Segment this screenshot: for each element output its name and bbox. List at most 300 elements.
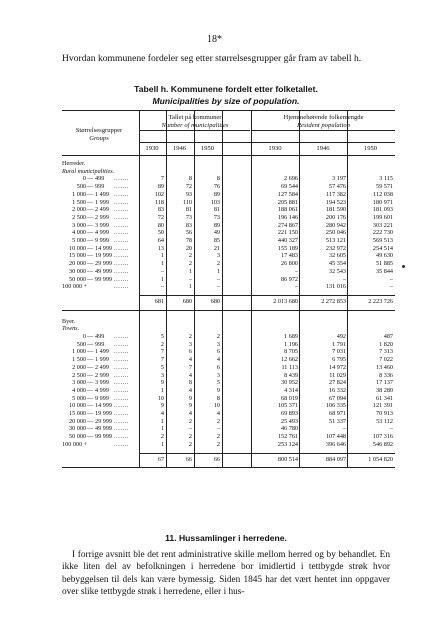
table-cell: 70 913 [375,410,393,417]
group-dash: — [87,267,94,275]
leader-dots: ....... [114,206,130,214]
leader-dots: ....... [114,340,130,348]
group-to: 14 999 [95,402,113,410]
group-from: 10 000 [68,244,86,252]
table-cell: 112 038 [373,190,393,198]
table-cell: 56 [185,229,192,237]
group-to: 1 499 [95,348,109,356]
column-rule [222,110,223,467]
group-dash: — [87,260,94,268]
table-cell: 2 [188,433,192,441]
table-cell: 5 [160,333,164,340]
leader-dots: ....... [114,333,130,340]
table-cell: 83 [185,221,192,229]
table-cell: 7 022 [379,356,393,364]
table-cell: 102 [154,190,164,198]
table-cell: 9 [160,379,164,387]
table-cell: 196 146 [277,213,298,221]
leader-dots: ....... [114,229,130,237]
group-from: 5 000 [72,237,86,244]
table-cell: – [342,275,346,283]
table-cell: 513 121 [325,237,346,244]
table-cell: 2 [216,260,220,268]
table-cell: 12 662 [280,356,298,364]
group-dash: — [87,402,94,410]
table-cell: 73 [185,213,192,221]
table-cell: 8 [188,175,192,183]
group-dash: — [87,221,94,229]
table-cell: 194 523 [325,198,346,206]
header-kommuner-en: Number of municipalities [161,122,229,129]
leader-dots: ....... [114,433,130,441]
table-cell: 17 483 [280,252,298,260]
intro-paragraph: Hvordan kommunene fordeler seg etter størrelsesgrupper går fram av tabell h. [62,53,362,64]
section-bottom-rule [62,467,395,468]
column-rule [299,110,300,467]
leader-dots: ....... [114,198,130,206]
table-cell: 5 [216,379,220,387]
leader-dots: ....... [114,371,130,379]
group-from: 1 500 [72,356,86,364]
table-cell: 7 313 [379,348,393,356]
section-bottom-rule [62,310,395,311]
year-header-1930: 1930 [268,145,282,152]
table-cell: 89 [213,221,220,229]
group-dash: — [87,363,94,371]
leader-dots: ....... [114,440,130,448]
margin-dot [402,265,405,268]
table-cell: 32 605 [328,252,346,260]
section-heading: 11. Hussamlinger i herredene. [165,533,287,543]
table-cell: 9 [160,402,164,410]
table-cell: – [160,267,164,275]
group-from: 1 000 [72,348,86,356]
table-cell: 85 [213,237,220,244]
group-to: 3 999 [95,379,109,387]
table-cell: – [188,275,192,283]
group-dash: — [87,275,94,283]
table-cell: 68 019 [280,394,298,402]
table-top-rule [62,110,395,111]
leader-dots: ....... [114,190,130,198]
group-from: 20 000 [68,260,86,268]
table-cell: 16 332 [328,386,346,394]
table-cell: 2 [216,333,220,340]
table-cell: 199 601 [372,213,393,221]
table-cell: 11 113 [281,363,298,371]
table-cell: 1 [160,417,164,425]
table-cell: – [188,425,192,433]
table-cell: 89 [157,183,164,191]
leader-dots: ....... [114,267,130,275]
table-cell: 57 476 [328,183,346,191]
leader-dots: ....... [114,379,130,387]
group-to: 999 [95,183,105,191]
section-title-en: Towns. [62,325,80,333]
leader-dots: ....... [114,386,130,394]
table-cell: 59 571 [375,183,393,191]
group-label: 100 000 + [62,440,88,448]
table-cell: 1 791 [332,340,346,348]
group-to: 9 999 [95,237,109,244]
table-cell: 14 972 [328,363,346,371]
table-cell: – [216,275,220,283]
header-folkemengde: Hjemmehørende folkemengde [283,114,364,121]
group-dash: — [87,213,94,221]
table-cell: 72 [157,213,164,221]
group-dash: — [87,433,94,441]
header-subrule [140,130,250,131]
table-cell: 69 544 [280,183,298,191]
table-cell: 8 [216,175,220,183]
year-header-1950: 1950 [363,145,378,152]
section-title: Herreder. [62,160,86,167]
table-cell: – [389,283,393,291]
group-dash: — [87,244,94,252]
table-cell: 280 942 [325,221,346,229]
table-cell: 73 [213,213,220,221]
table-cell: 152 761 [277,433,298,441]
group-to: 19 999 [95,252,113,260]
table-cell: 2 696 [284,175,298,183]
group-to: 49 999 [95,425,113,433]
leader-dots: ....... [114,213,130,221]
table-cell: 7 [160,175,164,183]
year-header-1950: 1950 [200,145,215,152]
group-dash: — [87,175,94,183]
group-dash: — [87,237,94,244]
group-to: 99 999 [95,275,113,283]
leader-dots: ....... [114,348,130,356]
group-from: 0 [82,333,86,340]
leader-dots: ....... [114,425,130,433]
table-cell: 8 [188,379,192,387]
table-cell: 4 [188,356,192,364]
table-cell: 254 514 [372,244,393,252]
group-from: 50 000 [68,433,86,441]
table-cell: 38 280 [375,386,393,394]
table-cell: 83 [157,206,164,214]
group-from: 5 000 [72,394,86,402]
table-cell: 86 972 [280,275,298,283]
table-cell: 127 584 [277,190,298,198]
table-cell: 1 196 [284,340,298,348]
table-cell: 2 [188,260,192,268]
group-to: 3 999 [95,221,109,229]
table-cell: 103 [210,198,220,206]
table-cell: 53 112 [376,417,393,425]
table-cell: 2 [216,440,220,448]
table-cell: 274 867 [277,221,298,229]
table-cell: 81 [213,206,220,214]
table-cell: – [389,425,393,433]
group-to: 1 999 [95,198,109,206]
table-cell: 8 [216,394,220,402]
group-to: 4 999 [95,229,109,237]
group-from: 3 000 [72,221,86,229]
section-title-en: Rural municipalities. [62,167,115,175]
table-cell: 3 [216,371,220,379]
group-from: 30 000 [68,267,86,275]
group-from: 3 000 [72,379,86,387]
table-cell: 7 [188,363,192,371]
table-cell: 32 543 [328,267,346,275]
leader-dots: ....... [114,260,130,268]
table-cell: 250 046 [325,229,346,237]
table-cell: 8 336 [379,371,393,379]
table-title-block [62,84,390,107]
group-to: 4 999 [95,386,109,394]
table-cell: 51 337 [328,417,346,425]
leader-dots: ....... [114,183,130,191]
group-dash: — [87,417,94,425]
table-cell: 76 [213,183,220,191]
group-dash: — [87,379,94,387]
table-cell: 30 952 [280,379,298,387]
table-cell: 110 [182,198,192,206]
total-cell: 67 [157,455,164,463]
table-cell: 117 382 [326,190,346,198]
table-cell: 9 [188,394,192,402]
table-cell: 1 [160,275,164,283]
table-cell: 13 460 [375,363,393,371]
table-cell: 2 [160,340,164,348]
table-cell: 9 [188,402,192,410]
group-to: 9 999 [95,394,109,402]
group-dash: — [87,198,94,206]
table-cell: 69 893 [280,410,298,417]
table-cell: 2 [216,433,220,441]
table-cell: – [294,267,298,275]
table-cell: 546 892 [372,440,393,448]
total-cell: 2 223 726 [368,297,393,305]
column-rule [251,110,252,467]
group-to: 1 499 [95,190,109,198]
table-cell: 7 [160,356,164,364]
table-cell: 10 [213,402,220,410]
table-cell: 121 391 [372,402,393,410]
table-cell: 45 354 [328,260,346,268]
year-header-1930: 1930 [145,145,159,152]
table-cell: 2 [188,333,192,340]
table-cell: 46 780 [280,425,298,433]
table-cell: 155 189 [277,244,298,252]
table-cell: 20 [185,244,192,252]
table-cell: 78 [185,237,192,244]
table-cell: 3 115 [379,175,393,183]
group-from: 15 000 [68,410,86,417]
leader-dots: ....... [114,410,130,417]
table-cell: 50 [157,229,164,237]
group-dash: — [87,410,94,417]
table-cell: 51 885 [375,260,393,268]
group-from: 0 [82,175,86,183]
group-dash: — [87,356,94,364]
column-rule [194,110,195,467]
group-from: 4 000 [72,386,86,394]
group-to: 99 999 [95,433,113,441]
table-cell: 2 [188,417,192,425]
column-rule [166,110,167,467]
group-dash: — [87,229,94,237]
table-cell: 80 [157,221,164,229]
table-cell: 1 [160,252,164,260]
total-cell: 680 [210,297,220,305]
leader-dots: ....... [114,394,130,402]
table-cell: 222 730 [372,229,393,237]
table-cell: 93 [185,190,192,198]
population-table [62,110,395,520]
group-dash: — [87,252,94,260]
table-cell: 181 093 [372,206,393,214]
leader-dots: ....... [114,402,130,410]
leader-dots: ....... [114,221,130,229]
table-cell: 2 [160,433,164,441]
table-cell: 4 [216,410,220,417]
table-cell: 17 137 [375,379,393,387]
table-cell: 492 [336,333,346,340]
total-cell: 681 [154,297,164,305]
table-cell: 1 [160,440,164,448]
group-to: 499 [95,333,105,340]
table-cell: 303 221 [372,221,393,229]
table-cell: – [389,275,393,283]
group-to: 2 499 [95,363,109,371]
table-cell: 396 646 [325,440,346,448]
table-cell: 4 [188,410,192,417]
header-kommuner: Tallet på kommuner [168,114,222,121]
group-dash: — [87,394,94,402]
group-from: 4 000 [72,229,86,237]
group-dash: — [87,190,94,198]
group-from: 30 000 [68,425,86,433]
table-cell: 4 314 [284,386,298,394]
group-from: 2 500 [72,213,86,221]
total-cell: 2 013 680 [273,297,298,305]
table-cell: 569 513 [372,237,393,244]
table-cell: 1 820 [379,340,393,348]
table-cell: 1 [188,283,192,291]
table-cell: 3 197 [332,175,346,183]
leader-dots: ....... [114,363,130,371]
group-from: 10 000 [68,402,86,410]
table-cell: 221 150 [277,229,298,237]
table-cell: 35 844 [375,267,393,275]
group-dash: — [87,371,94,379]
table-cell: 180 971 [372,198,393,206]
group-dash: — [87,183,94,191]
leader-dots: ....... [114,175,130,183]
group-to: 1 999 [95,356,109,364]
group-dash: — [87,386,94,394]
table-cell: 200 176 [325,213,346,221]
table-cell: 232 972 [325,244,346,252]
table-cell: 181 590 [325,206,346,214]
table-cell: 107 448 [325,433,346,441]
table-cell: – [160,283,164,291]
table-cell: 26 800 [280,260,298,268]
table-cell: 68 971 [328,410,346,417]
group-to: 29 999 [95,417,113,425]
table-cell: 27 824 [328,379,346,387]
table-cell: 7 031 [332,348,346,356]
leader-dots: ....... [114,244,130,252]
table-cell: 487 [383,333,393,340]
table-cell: 106 335 [325,402,346,410]
table-cell: 1 [188,267,192,275]
group-from: 50 000 [68,275,86,283]
table-cell: 107 316 [372,433,393,441]
table-cell: 6 [216,363,220,371]
table-cell: 440 327 [277,237,298,244]
table-cell: 13 [157,244,164,252]
table-cell: 49 [213,229,220,237]
total-rule [140,295,395,296]
group-dash: — [87,206,94,214]
table-cell: 1 [160,386,164,394]
table-cell: 8 705 [284,348,298,356]
total-cell: 884 097 [325,455,346,463]
table-subtitle: Municipalities by size of population. [152,95,300,106]
leader-dots: ....... [114,283,130,291]
table-cell: 25 493 [280,417,298,425]
table-cell: 4 [160,410,164,417]
table-cell: 7 [160,348,164,356]
leader-dots: ....... [114,275,130,283]
group-dash: — [87,348,94,356]
table-cell: 4 [216,356,220,364]
table-cell: 1 [216,267,220,275]
table-cell: 3 [216,252,220,260]
table-cell: – [342,425,346,433]
table-cell: 131 016 [325,283,346,291]
table-cell: 11 029 [329,371,346,379]
table-cell: 21 [213,244,220,252]
table-cell: 3 [160,371,164,379]
total-cell: 800 514 [277,455,298,463]
group-dash: — [87,340,94,348]
group-to: 2 999 [95,213,109,221]
table-title: Tabell h. Kommunene fordelt etter folketallet. [134,84,318,94]
table-cell: 81 [185,206,192,214]
group-to: 14 999 [95,244,113,252]
header-subrule [252,130,395,131]
table-cell: – [216,425,220,433]
table-cell: 118 [154,198,164,206]
table-cell: 1 689 [284,333,298,340]
leader-dots: ....... [114,237,130,244]
column-rule [139,110,140,467]
table-cell: 8 439 [284,371,298,379]
table-cell: 1 [160,425,164,433]
table-cell: – [216,283,220,291]
table-cell: 61 341 [375,394,393,402]
group-from: 2 000 [72,363,86,371]
table-cell: 1 [160,260,164,268]
page-number: 18* [207,34,222,45]
table-cell: 4 [188,371,192,379]
table-cell: 6 [188,348,192,356]
table-cell: 2 [188,440,192,448]
table-cell: 89 [213,190,220,198]
group-from: 15 000 [68,252,86,260]
total-cell: 680 [182,297,192,305]
group-to: 2 499 [95,206,109,214]
group-from: 20 000 [68,417,86,425]
leader-dots: ....... [114,417,130,425]
table-cell: 3 [188,340,192,348]
table-cell: 5 [160,363,164,371]
